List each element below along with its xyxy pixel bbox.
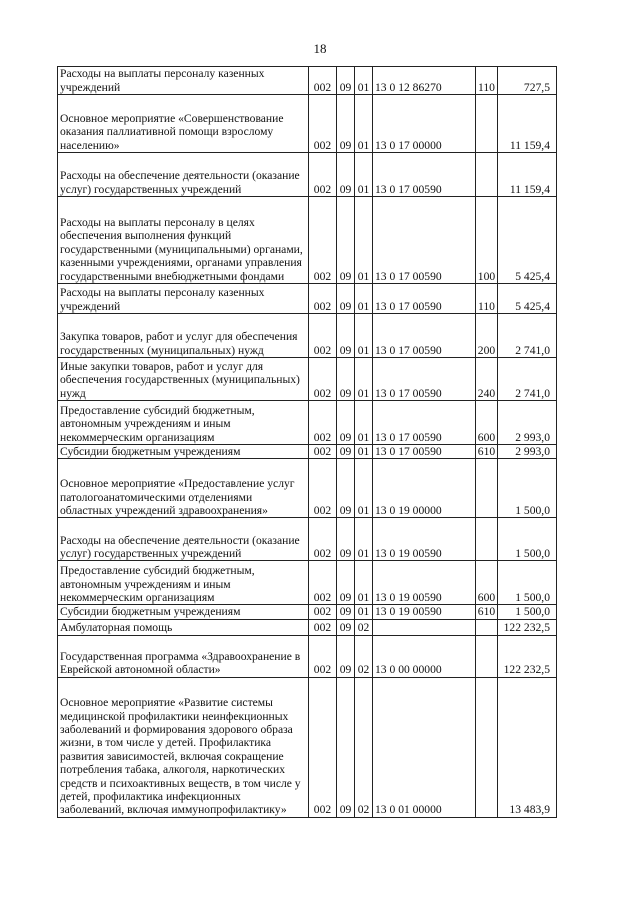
target-article-code: 13 0 17 00590 [373,197,476,284]
row-description: Субсидии бюджетным учреждениям [58,605,309,619]
table-row [58,459,557,518]
target-article-code: 13 0 12 86270 [373,67,476,95]
expense-type-code [476,459,498,518]
target-article-code: 13 0 17 00590 [373,358,476,401]
admin-code: 002 [309,153,337,197]
admin-code: 002 [309,358,337,401]
subsection-code: 01 [355,459,373,518]
amount-value: 5 425,4 [498,197,557,284]
row-description: Государственная программа «Здравоохранение в Еврейской автономной области» [58,635,309,677]
expense-type-code [476,153,498,197]
expense-type-code: 600 [476,401,498,445]
table-row [58,153,557,197]
admin-code: 002 [309,284,337,314]
admin-code: 002 [309,67,337,95]
section-code: 09 [337,95,355,153]
table-row [58,677,557,817]
amount-value: 122 232,5 [498,619,557,635]
table-row [58,619,557,635]
row-description: Закупка товаров, работ и услуг для обеспечения государственных (муниципальных) нужд [58,314,309,358]
table-row [58,561,557,605]
subsection-code: 02 [355,635,373,677]
subsection-code: 01 [355,518,373,561]
page-number: 18 [313,41,327,56]
admin-code: 002 [309,95,337,153]
expense-type-code [476,619,498,635]
target-article-code: 13 0 17 00590 [373,445,476,459]
target-article-code: 13 0 01 00000 [373,677,476,817]
admin-code: 002 [309,314,337,358]
admin-code: 002 [309,677,337,817]
subsection-code: 01 [355,153,373,197]
admin-code: 002 [309,518,337,561]
table-row [58,284,557,314]
row-description: Расходы на выплаты персоналу в целях обеспечения выполнения функций государственными (муниципальными) органами, казенными учреждениями, органами управления государственными внебюджетными фондами [58,197,309,284]
subsection-code: 01 [355,445,373,459]
row-description: Иные закупки товаров, работ и услуг для обеспечения государственных (муниципальных) нужд [58,358,309,401]
section-code: 09 [337,605,355,619]
expense-type-code: 110 [476,284,498,314]
section-code: 09 [337,197,355,284]
table-row [58,314,557,358]
table-row [58,358,557,401]
table-row [58,95,557,153]
expense-type-code: 100 [476,197,498,284]
table-row [58,445,557,459]
subsection-code: 01 [355,314,373,358]
table-row [58,401,557,445]
subsection-code: 01 [355,197,373,284]
expense-type-code [476,677,498,817]
section-code: 09 [337,358,355,401]
row-description: Расходы на обеспечение деятельности (оказание услуг) государственных учреждений [58,153,309,197]
expense-type-code [476,95,498,153]
expense-type-code [476,635,498,677]
expense-type-code: 610 [476,605,498,619]
target-article-code: 13 0 17 00590 [373,284,476,314]
amount-value: 11 159,4 [498,95,557,153]
amount-value: 5 425,4 [498,284,557,314]
row-description: Основное мероприятие «Развитие системы медицинской профилактики неинфекционных заболеваний и формирования здорового образа жизни, в том числе у детей. Профилактика развития зависимостей, включая сокращение потребления табака, алкоголя, наркотических средств и психоактивных веществ, в том числе у детей, профилактика инфекционных заболеваний, включая иммунопрофилактику» [58,677,309,817]
table-row [58,605,557,619]
row-description: Амбулаторная помощь [58,619,309,635]
row-description: Расходы на выплаты персоналу казенных учреждений [58,67,309,95]
target-article-code: 13 0 17 00590 [373,401,476,445]
amount-value: 1 500,0 [498,561,557,605]
section-code: 09 [337,445,355,459]
amount-value: 2 993,0 [498,401,557,445]
amount-value: 13 483,9 [498,677,557,817]
subsection-code: 01 [355,95,373,153]
section-code: 09 [337,153,355,197]
amount-value: 11 159,4 [498,153,557,197]
expense-type-code: 610 [476,445,498,459]
subsection-code: 01 [355,561,373,605]
expense-type-code [476,518,498,561]
admin-code: 002 [309,605,337,619]
admin-code: 002 [309,459,337,518]
subsection-code: 01 [355,401,373,445]
section-code: 09 [337,561,355,605]
row-description: Предоставление субсидий бюджетным, автономным учреждениям и иным некоммерческим организациям [58,401,309,445]
section-code: 09 [337,677,355,817]
amount-value: 1 500,0 [498,605,557,619]
table-row [58,67,557,95]
expense-type-code: 200 [476,314,498,358]
target-article-code: 13 0 17 00590 [373,153,476,197]
expense-type-code: 600 [476,561,498,605]
subsection-code: 01 [355,605,373,619]
amount-value: 2 741,0 [498,358,557,401]
section-code: 09 [337,314,355,358]
amount-value: 727,5 [498,67,557,95]
target-article-code [373,619,476,635]
admin-code: 002 [309,445,337,459]
target-article-code: 13 0 17 00590 [373,314,476,358]
subsection-code: 02 [355,677,373,817]
amount-value: 1 500,0 [498,459,557,518]
row-description: Субсидии бюджетным учреждениям [58,445,309,459]
section-code: 09 [337,518,355,561]
row-description: Предоставление субсидий бюджетным, автономным учреждениям и иным некоммерческим организациям [58,561,309,605]
admin-code: 002 [309,635,337,677]
target-article-code: 13 0 00 00000 [373,635,476,677]
expense-type-code: 110 [476,67,498,95]
row-description: Основное мероприятие «Предоставление услуг патологоанатомическими отделениями областных учреждений здравоохранения» [58,459,309,518]
row-description: Расходы на выплаты персоналу казенных учреждений [58,284,309,314]
row-description: Расходы на обеспечение деятельности (оказание услуг) государственных учреждений [58,518,309,561]
subsection-code: 01 [355,358,373,401]
admin-code: 002 [309,401,337,445]
admin-code: 002 [309,561,337,605]
table-row [58,635,557,677]
subsection-code: 01 [355,284,373,314]
admin-code: 002 [309,619,337,635]
section-code: 09 [337,284,355,314]
section-code: 09 [337,619,355,635]
target-article-code: 13 0 19 00590 [373,605,476,619]
admin-code: 002 [309,197,337,284]
table-row [58,197,557,284]
expense-type-code: 240 [476,358,498,401]
section-code: 09 [337,635,355,677]
row-description: Основное мероприятие «Совершенствование оказания паллиативной помощи взрослому населению» [58,95,309,153]
section-code: 09 [337,459,355,518]
amount-value: 1 500,0 [498,518,557,561]
amount-value: 2 993,0 [498,445,557,459]
budget-table [57,66,557,818]
amount-value: 2 741,0 [498,314,557,358]
section-code: 09 [337,67,355,95]
amount-value: 122 232,5 [498,635,557,677]
target-article-code: 13 0 19 00590 [373,561,476,605]
table-row [58,518,557,561]
subsection-code: 01 [355,67,373,95]
target-article-code: 13 0 19 00000 [373,459,476,518]
subsection-code: 02 [355,619,373,635]
target-article-code: 13 0 19 00590 [373,518,476,561]
target-article-code: 13 0 17 00000 [373,95,476,153]
section-code: 09 [337,401,355,445]
